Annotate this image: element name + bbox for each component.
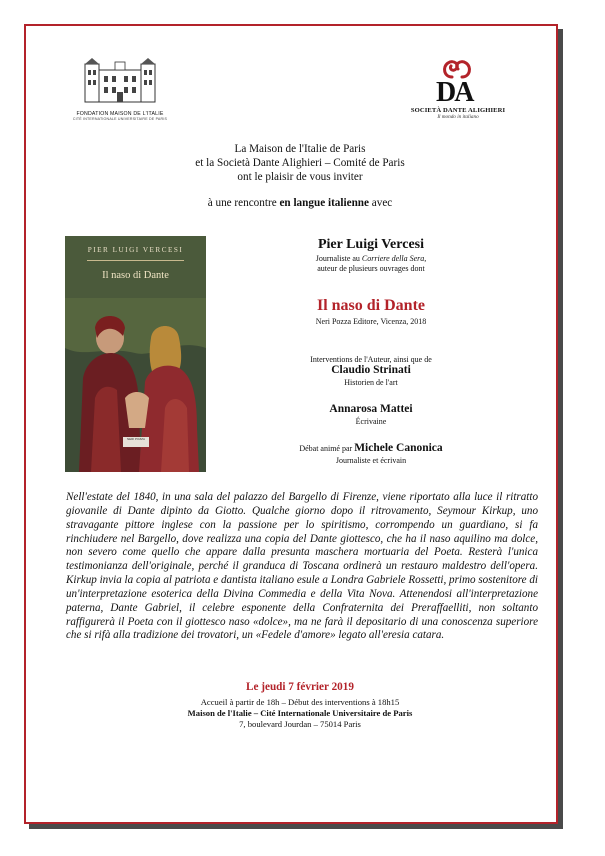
speaker-desc-suffix: , [424,254,427,263]
maison-italie-logo [65,58,175,121]
intro-block [120,142,480,185]
moderator-prefix: Débat animé par [299,444,355,453]
logo-left-line1: FONDATION MAISON DE L'ITALIE [76,111,164,117]
cover-rule [87,260,184,261]
book-cover-image [65,236,206,472]
invite-line [120,197,480,209]
intro-line-3: ont le plaisir de vous inviter [237,171,363,184]
cover-author: PIER LUIGI VERCESI [87,246,184,254]
cover-publisher-badge: NERI POZZA [123,437,149,447]
building-icon [81,58,159,104]
event-times: Accueil à partir de 18h – Début des interventions à 18h15 [200,697,400,707]
event-venue: Maison de l'Italie – Cité Internationale Universitaire de Paris [187,708,413,719]
guest1-role: Historien de l'art [344,378,398,387]
logo-monogram: DA [436,77,473,108]
intro-line-1: La Maison de l'Italie de Paris [234,143,366,155]
dante-alighieri-logo [408,55,508,120]
logo-right-line2: Il mondo in italiano [437,114,479,120]
speaker-description [242,254,500,274]
moderator-name: Michele Canonica [354,442,443,454]
moderator-line [242,442,500,454]
speaker-desc-prefix: Journaliste au [315,254,362,263]
invite-language: en langue italienne [279,197,369,209]
speaker-name: Pier Luigi Vercesi [317,237,425,252]
guest2-role: Écrivaine [355,417,387,426]
guest1-name: Claudio Strinati [331,364,411,376]
guests-intro: Interventions de l'Auteur, ainsi que de [310,355,432,364]
cover-title: Il naso di Dante [102,270,169,281]
speaker-desc-line2: auteur de plusieurs ouvrages dont [317,264,425,273]
invite-prefix: à une rencontre [207,197,280,209]
event-details [100,697,500,731]
book-editor: Neri Pozza Editore, Vicenza, 2018 [315,317,427,326]
invite-suffix: avec [368,197,393,209]
guest2-name: Annarosa Mattei [329,403,413,415]
intro-line-2: et la Società Dante Alighieri – Comité de Paris [195,157,405,170]
speaker-newspaper: Corriere della Sera [361,254,425,263]
event-date: Le jeudi 7 février 2019 [246,681,354,693]
logo-right-line1: SOCIETÀ DANTE ALIGHIERI [410,107,506,114]
event-address: 7, boulevard Jourdan – 75014 Paris [239,719,361,730]
logo-left-line2: CITÉ INTERNATIONALE UNIVERSITAIRE DE PARIS [72,117,168,121]
moderator-role: Journaliste et écrivain [335,456,407,465]
book-description: Nell'estate del 1840, in una sala del palazzo del Bargello di Firenze, viene riportato alla luce il ritratto giovanile di Dante dipinto da Giotto. Qualche giorno dopo il ritrovamento, Seymour Kirkup, uno stravagante pittore inglese con la passione per lo spiritismo, corrompendo un guardiano, si fa rinchiudere nel Bargello, dove realizza una copia del Dante giottesco, che ha il naso aquilino ma dolce, non severo come quello che appare dalla presunta maschera mortuaria del Poeta. Resterà l'unica testimonianza dell'originale, perché il granduca di Toscana ordinerà un restauro maldestro dell'opera. Kirkup invia la copia al patriota e dantista italiano esule a Londra Gabriele Rossetti, primo sostenitore di un'interpretazione esoterica della Divina Commedia e della Vita Nova. Attenendosi all'interpretazione paterna, Dante Gabriel, il celebre esponente della Confraternita dei Preraffaelliti, non soltanto raffigurerà il Poeta con il giottesco naso «dolce», ma ne farà il depositario di una conoscenza superiore che si rifà alla tradizione dei trovatori, un «Fedele d'amore» legato all'eresia catara. [66,491,538,642]
book-title: Il naso di Dante [316,297,426,314]
